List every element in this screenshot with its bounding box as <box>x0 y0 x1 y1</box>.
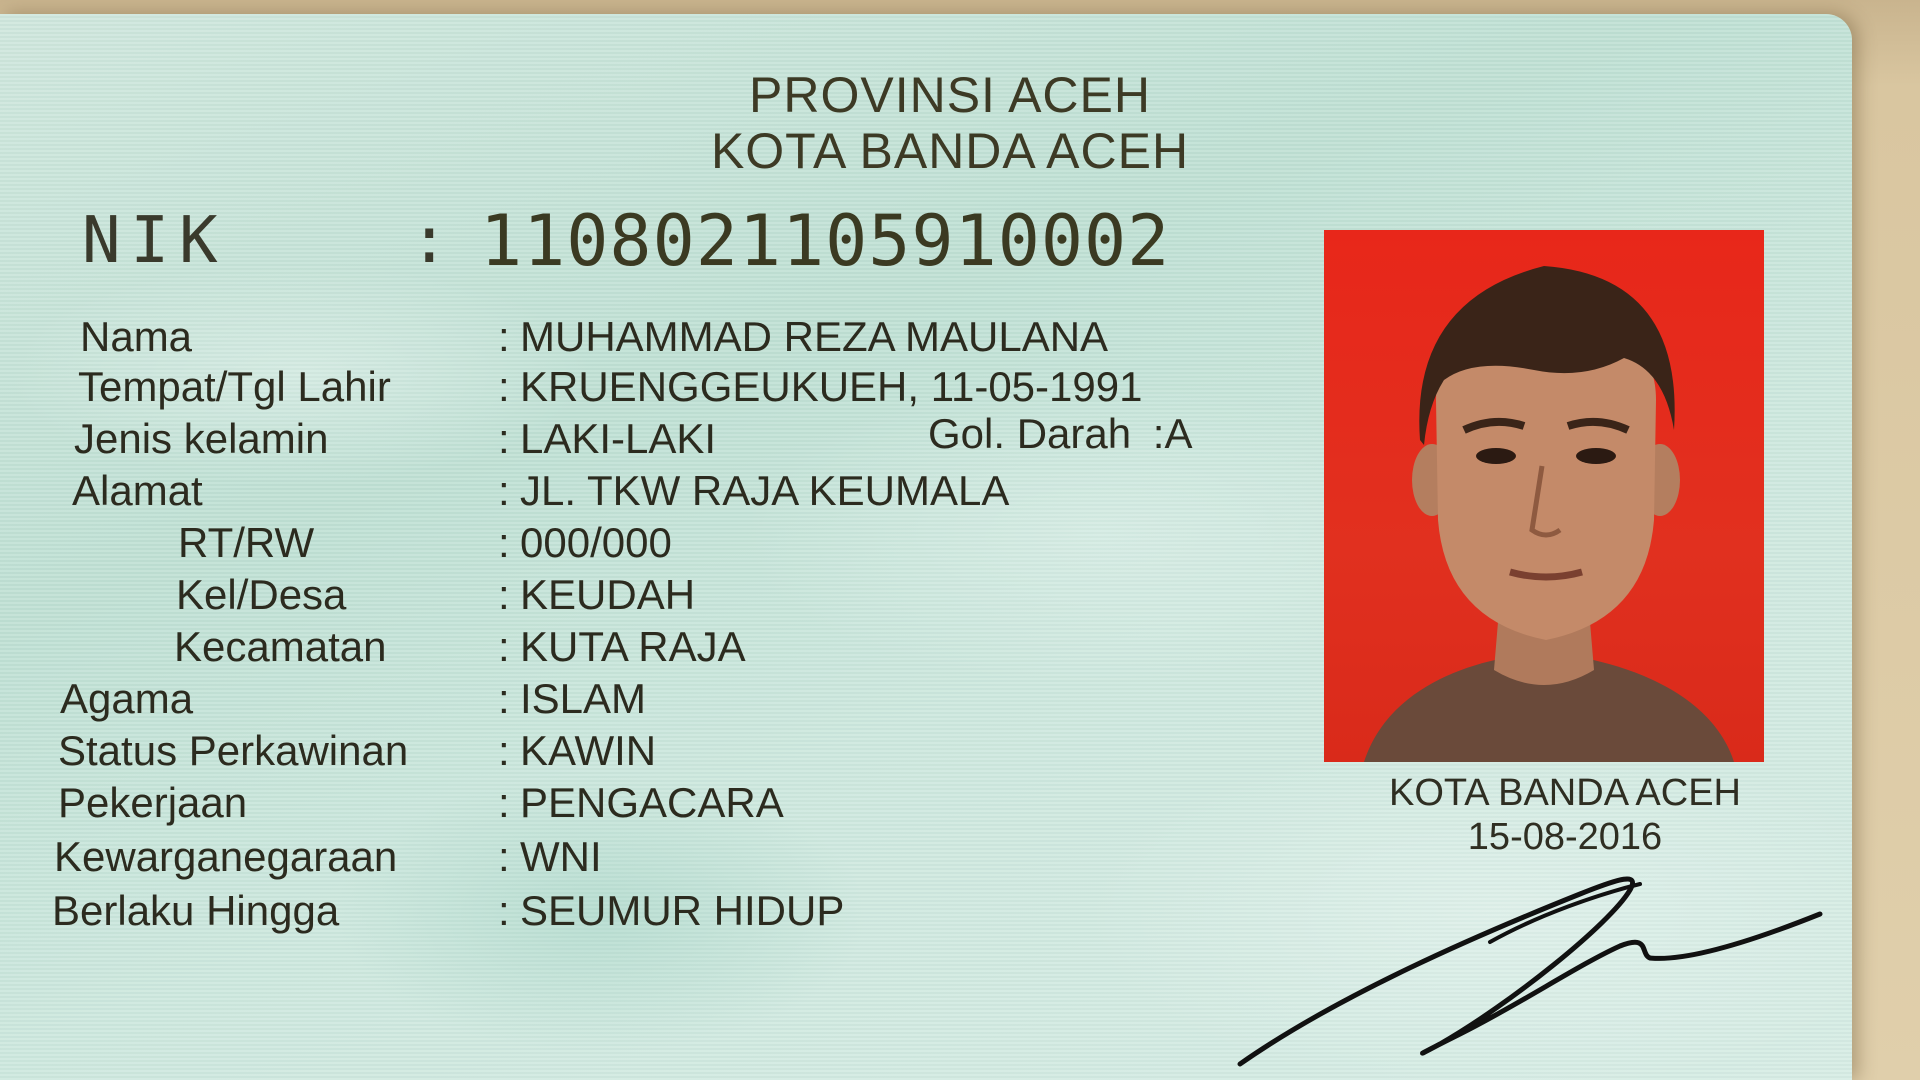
field-label: Berlaku Hingga <box>52 887 340 934</box>
field-label: RT/RW <box>178 519 315 566</box>
city-title: KOTA BANDA ACEH <box>710 123 1190 179</box>
field-label: Agama <box>60 675 194 722</box>
field-separator: : <box>498 313 510 360</box>
field-row-status-perkawinan <box>0 726 1300 776</box>
issue-city: KOTA BANDA ACEH <box>1389 772 1741 814</box>
id-card <box>0 14 1852 1080</box>
field-row-nama <box>0 312 1300 362</box>
field-row-agama <box>0 674 1300 724</box>
field-separator: : <box>498 833 510 880</box>
signature <box>1220 854 1840 1080</box>
field-separator: : <box>498 623 510 670</box>
blood-type <box>928 410 1192 458</box>
field-value: MUHAMMAD REZA MAULANA <box>520 313 1109 360</box>
field-separator: : <box>498 415 510 462</box>
field-row-rt-rw <box>0 518 1300 568</box>
field-row-jenis-kelamin <box>0 414 920 464</box>
field-label: Kecamatan <box>174 623 387 670</box>
field-value: KUTA RAJA <box>520 623 746 670</box>
field-row-pekerjaan <box>0 778 1300 828</box>
field-value: LAKI-LAKI <box>520 415 717 462</box>
nik-value: 1108021105910002 <box>480 200 1171 282</box>
field-row-kel-desa <box>0 570 1300 620</box>
field-value: PENGACARA <box>520 779 784 826</box>
province-title: PROVINSI ACEH <box>749 67 1151 123</box>
field-value: KRUENGGEUKUEH, 11-05-1991 <box>520 363 1143 410</box>
field-label: Alamat <box>72 467 203 514</box>
nik-label: NIK <box>82 204 228 278</box>
field-row-kewarganegaraan <box>0 832 1300 882</box>
field-value: ISLAM <box>520 675 647 722</box>
issue-date: 15-08-2016 <box>1467 816 1663 858</box>
field-row-alamat <box>0 466 1300 516</box>
field-value: KEUDAH <box>520 571 696 618</box>
field-label: Jenis kelamin <box>74 415 329 462</box>
field-label: Kel/Desa <box>176 571 347 618</box>
field-value: SEUMUR HIDUP <box>520 887 845 934</box>
nik-separator: : <box>410 204 449 278</box>
blood-type-separator: : <box>1152 410 1165 457</box>
portrait-illustration <box>1324 230 1764 762</box>
field-label: Kewarganegaraan <box>54 833 398 880</box>
field-label: Nama <box>80 313 193 360</box>
field-row-kecamatan <box>0 622 1300 672</box>
field-separator: : <box>498 779 510 826</box>
field-separator: : <box>498 727 510 774</box>
field-row-berlaku-hingga <box>0 886 1300 936</box>
field-separator: : <box>498 887 510 934</box>
field-label: Tempat/Tgl Lahir <box>78 363 391 410</box>
field-value: 000/000 <box>520 519 672 566</box>
field-label: Status Perkawinan <box>58 727 409 774</box>
field-separator: : <box>498 675 510 722</box>
field-separator: : <box>498 519 510 566</box>
holder-photo <box>1324 230 1764 762</box>
field-row-ttl <box>0 362 1300 412</box>
blood-type-value: A <box>1164 410 1193 457</box>
field-label: Pekerjaan <box>58 779 248 826</box>
field-separator: : <box>498 571 510 618</box>
field-separator: : <box>498 467 510 514</box>
field-value: KAWIN <box>520 727 657 774</box>
field-separator: : <box>498 363 510 410</box>
field-value: JL. TKW RAJA KEUMALA <box>520 467 1010 514</box>
field-value: WNI <box>520 833 602 880</box>
blood-type-label: Gol. Darah <box>928 410 1132 457</box>
